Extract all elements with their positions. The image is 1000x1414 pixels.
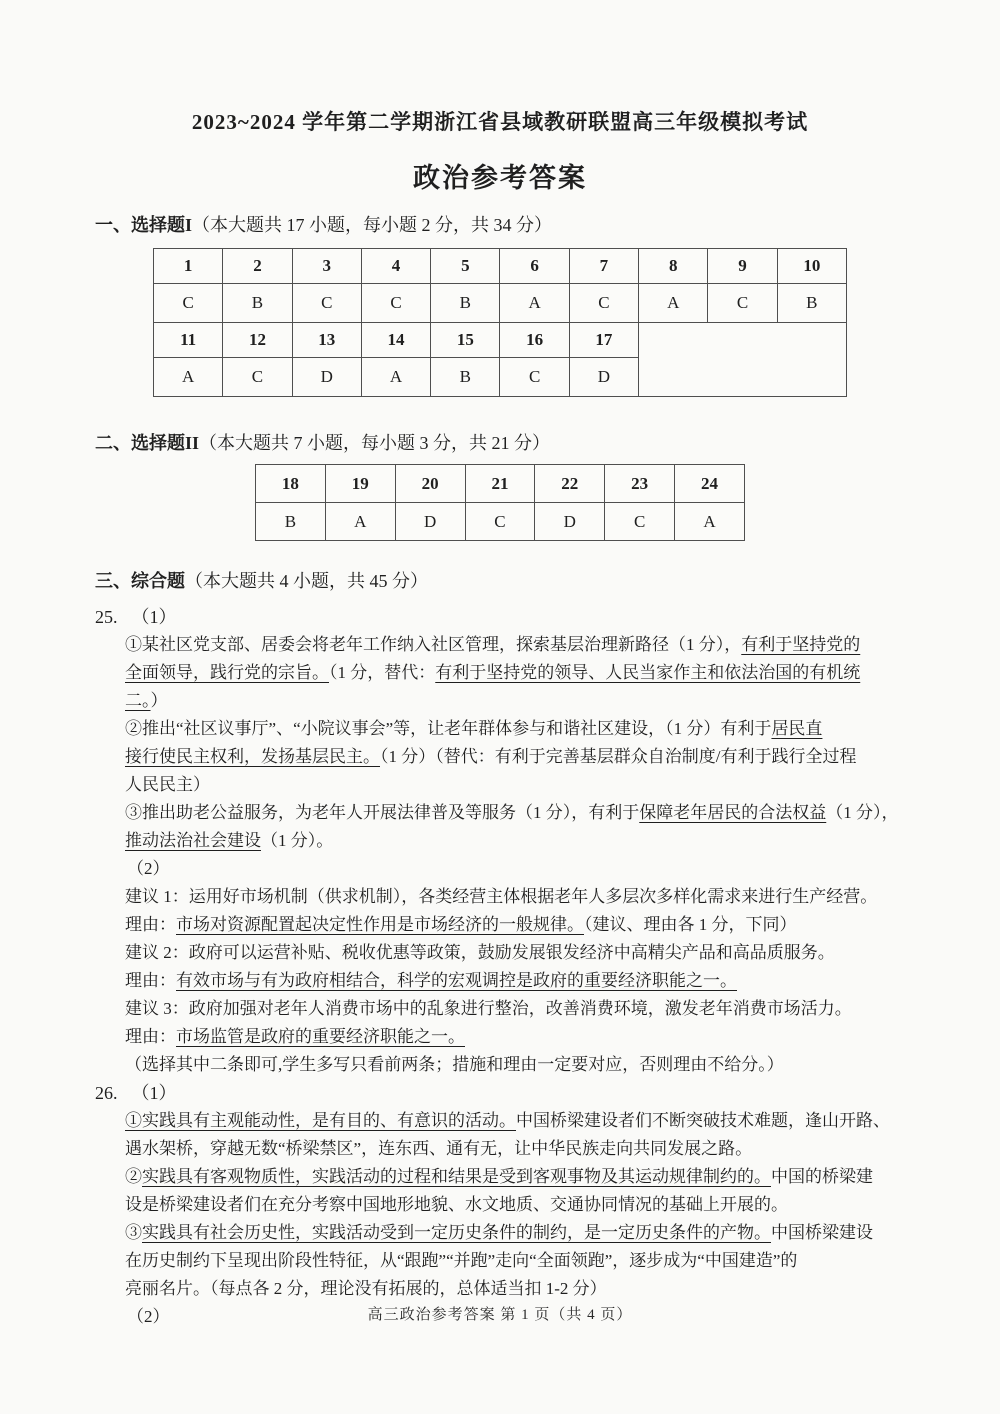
- q-answer: C: [465, 503, 535, 541]
- q-number: 5: [431, 249, 500, 284]
- answer-line: [125, 1051, 905, 1079]
- answer-text: 亮丽名片。（每点各 2 分，理论没有拓展的，总体适当扣 1-2 分）: [125, 1279, 607, 1298]
- q-answer: A: [325, 503, 395, 541]
- question-26-answer-body: [125, 1107, 905, 1331]
- answer-line: [125, 883, 905, 911]
- answer-text: 理由：: [125, 1027, 176, 1046]
- q-answer: C: [569, 284, 638, 323]
- answer-key-title: 政治参考答案: [413, 163, 587, 193]
- q-number: 1: [154, 249, 223, 284]
- answer-text: （1 分）（替代：有利于完善基层群众自治制度/有利于践行全过程: [380, 747, 857, 766]
- q-number: 23: [605, 465, 675, 503]
- section2-heading-bold: 二、选择题II: [95, 433, 200, 453]
- q-number: 7: [569, 249, 638, 284]
- q-answer: B: [256, 503, 326, 541]
- empty-merged-cell: [639, 323, 847, 397]
- q-number: 17: [569, 323, 638, 358]
- q-answer: D: [569, 358, 638, 397]
- answer-text-underlined: 有利于坚持党的: [741, 635, 861, 654]
- answer-line: [125, 1191, 905, 1219]
- question-number: 26.: [95, 1083, 118, 1103]
- question-26-label: [95, 1079, 905, 1107]
- answer-line: [125, 715, 905, 743]
- q-answer: C: [605, 503, 675, 541]
- q-answer: A: [500, 284, 569, 323]
- answer-line: [125, 771, 905, 799]
- answer-line: [125, 1219, 905, 1247]
- q-number: 8: [639, 249, 708, 284]
- q-answer: A: [639, 284, 708, 323]
- answer-text: ）: [150, 691, 168, 710]
- answer-line: [125, 827, 905, 855]
- q-number: 22: [535, 465, 605, 503]
- answer-text-underlined: 有利于坚持党的领导、人民当家作主和依法治国的有机统: [435, 663, 861, 682]
- section1-heading: [95, 211, 905, 237]
- q-answer: D: [395, 503, 465, 541]
- answer-text: 建议 2：政府可以运营补贴、税收优惠等政策，鼓励发展银发经济中高精尖产品和高品质服务。: [125, 943, 835, 962]
- q-number: 16: [500, 323, 569, 358]
- section3-heading-rest: （本大题共 4 小题，共 45 分）: [185, 571, 428, 591]
- q-answer: C: [292, 284, 361, 323]
- table2-answer-row: [256, 503, 745, 541]
- question-number: 25.: [95, 607, 118, 627]
- q-number: 13: [292, 323, 361, 358]
- answer-line: [125, 659, 905, 687]
- answer-table-2: [255, 464, 745, 541]
- answer-text-underlined: 市场对资源配置起决定性作用是市场经济的一般规律。: [176, 915, 584, 934]
- answer-line: [125, 1275, 905, 1303]
- section3-heading-bold: 三、综合题: [95, 571, 185, 591]
- q-answer: A: [154, 358, 223, 397]
- question-part-label: （1）: [131, 1083, 177, 1103]
- answer-text-underlined: 市场监管是政府的重要经济职能之一。: [176, 1027, 465, 1046]
- answer-text-underlined: 全面领导，践行党的宗旨。: [125, 663, 329, 682]
- q-answer: C: [154, 284, 223, 323]
- answer-text-underlined: 实践具有社会历史性，实践活动受到一定历史条件的制约，是一定历史条件的产物。: [142, 1223, 771, 1242]
- answer-text: ②: [125, 1167, 142, 1186]
- page-footer: 高三政治参考答案 第 1 页（共 4 页）: [367, 1307, 633, 1323]
- q-number: 24: [675, 465, 745, 503]
- answer-text-underlined: 二。: [125, 691, 151, 710]
- answer-line: [125, 939, 905, 967]
- answer-text: 人民民主）: [125, 775, 210, 794]
- answer-line: [125, 911, 905, 939]
- answer-line: [125, 1135, 905, 1163]
- q-answer: B: [223, 284, 292, 323]
- answer-text: （建议、理由各 1 分，下同）: [584, 915, 797, 934]
- answer-line: [125, 743, 905, 771]
- answer-text: 设是桥梁建设者们在充分考察中国地形地貌、水文地质、交通协同情况的基础上开展的。: [125, 1195, 788, 1214]
- answer-line: [125, 1247, 905, 1275]
- question-part-label: [127, 855, 905, 883]
- answer-text: 理由：: [125, 915, 176, 934]
- q-number: 12: [223, 323, 292, 358]
- q-number: 18: [256, 465, 326, 503]
- exam-title: 2023~2024 学年第二学期浙江省县域教研联盟高三年级模拟考试: [191, 110, 809, 134]
- q-answer: C: [500, 358, 569, 397]
- answer-text: （2）: [127, 859, 170, 878]
- answer-text: 中国的桥梁建: [771, 1167, 873, 1186]
- answer-text: 在历史制约下呈现出阶段性特征，从“跟跑”“并跑”走向“全面领跑”，逐步成为“中国建造”的: [125, 1251, 798, 1270]
- q-number: 15: [431, 323, 500, 358]
- answer-text: 建议 3：政府加强对老年人消费市场中的乱象进行整治，改善消费环境，激发老年消费市场活力。: [125, 999, 852, 1018]
- table2-number-row: [256, 465, 745, 503]
- answer-text: ③推出助老公益服务，为老年人开展法律普及等服务（1 分），有利于: [125, 803, 640, 822]
- answer-text: 理由：: [125, 971, 176, 990]
- answer-line: [125, 1107, 905, 1135]
- q-number: 3: [292, 249, 361, 284]
- answer-text: ②推出“社区议事厅”、“小院议事会”等，让老年群体参与和谐社区建设，（1 分）有利于: [125, 719, 772, 738]
- q-number: 9: [708, 249, 777, 284]
- section2-heading-rest: （本大题共 7 小题，每小题 3 分，共 21 分）: [199, 433, 551, 453]
- answer-text: 中国桥梁建设: [771, 1223, 873, 1242]
- answer-line: [125, 1163, 905, 1191]
- answer-text: （1 分），: [826, 803, 899, 822]
- q-answer: D: [535, 503, 605, 541]
- answer-text-underlined: 居民直: [771, 719, 823, 738]
- q-answer: C: [708, 284, 777, 323]
- answer-text: ①某社区党支部、居委会将老年工作纳入社区管理，探索基层治理新路径（1 分），: [125, 635, 742, 654]
- answer-text-underlined: 实践具有客观物质性，实践活动的过程和结果是受到客观事物及其运动规律制约的。: [142, 1167, 771, 1186]
- answer-text: 遇水架桥，穿越无数“桥梁禁区”，连东西、通有无，让中华民族走向共同发展之路。: [125, 1139, 753, 1158]
- answer-line: [125, 967, 905, 995]
- question-part-label: （1）: [131, 607, 177, 627]
- q-answer: C: [223, 358, 292, 397]
- q-number: 2: [223, 249, 292, 284]
- question-25-answer-body: [125, 631, 905, 1079]
- table1-number-row-1: [154, 249, 847, 284]
- q-number: 19: [325, 465, 395, 503]
- answer-text: （1 分，替代：: [329, 663, 436, 682]
- answer-line: [125, 995, 905, 1023]
- q-answer: B: [431, 358, 500, 397]
- q-answer: A: [675, 503, 745, 541]
- answer-text: （1 分）。: [261, 831, 334, 850]
- q-number: 4: [361, 249, 430, 284]
- q-number: 11: [154, 323, 223, 358]
- answer-text-underlined: 推动法治社会建设: [125, 831, 261, 850]
- answer-text: （选择其中二条即可,学生多写只看前两条；措施和理由一定要对应，否则理由不给分。）: [125, 1055, 784, 1074]
- table1-number-row-2: [154, 323, 847, 358]
- section2-heading: [95, 429, 905, 455]
- answer-text-underlined: 有效市场与有为政府相结合，科学的宏观调控是政府的重要经济职能之一。: [176, 971, 737, 990]
- section1-heading-rest: （本大题共 17 小题，每小题 2 分，共 34 分）: [192, 215, 553, 235]
- answer-table-1: [153, 248, 847, 397]
- answer-text: 中国桥梁建设者们不断突破技术难题，逢山开路、: [516, 1111, 890, 1130]
- q-answer: B: [431, 284, 500, 323]
- q-answer: A: [361, 358, 430, 397]
- answer-text-underlined: 接行使民主权利，发扬基层民主。: [125, 747, 380, 766]
- q-number: 14: [361, 323, 430, 358]
- answer-line: [125, 687, 905, 715]
- q-number: 6: [500, 249, 569, 284]
- answer-line: [125, 631, 905, 659]
- answer-line: [125, 799, 905, 827]
- answer-text-underlined: 保障老年居民的合法权益: [639, 803, 827, 822]
- q-answer: B: [777, 284, 846, 323]
- answer-text: ③: [125, 1223, 142, 1242]
- q-answer: C: [361, 284, 430, 323]
- section3-heading: [95, 567, 905, 593]
- q-number: 20: [395, 465, 465, 503]
- q-number: 10: [777, 249, 846, 284]
- question-25-label: [95, 603, 905, 631]
- answer-text: 建议 1：运用好市场机制（供求机制），各类经营主体根据老年人多层次多样化需求来进行生产经营。: [125, 887, 878, 906]
- answer-text-underlined: ①实践具有主观能动性，是有目的、有意识的活动。: [125, 1111, 516, 1130]
- section1-heading-bold: 一、选择题I: [95, 215, 193, 235]
- q-number: 21: [465, 465, 535, 503]
- q-answer: D: [292, 358, 361, 397]
- table1-answer-row-1: [154, 284, 847, 323]
- answer-line: [125, 1023, 905, 1051]
- answer-text: （2）: [127, 1307, 170, 1326]
